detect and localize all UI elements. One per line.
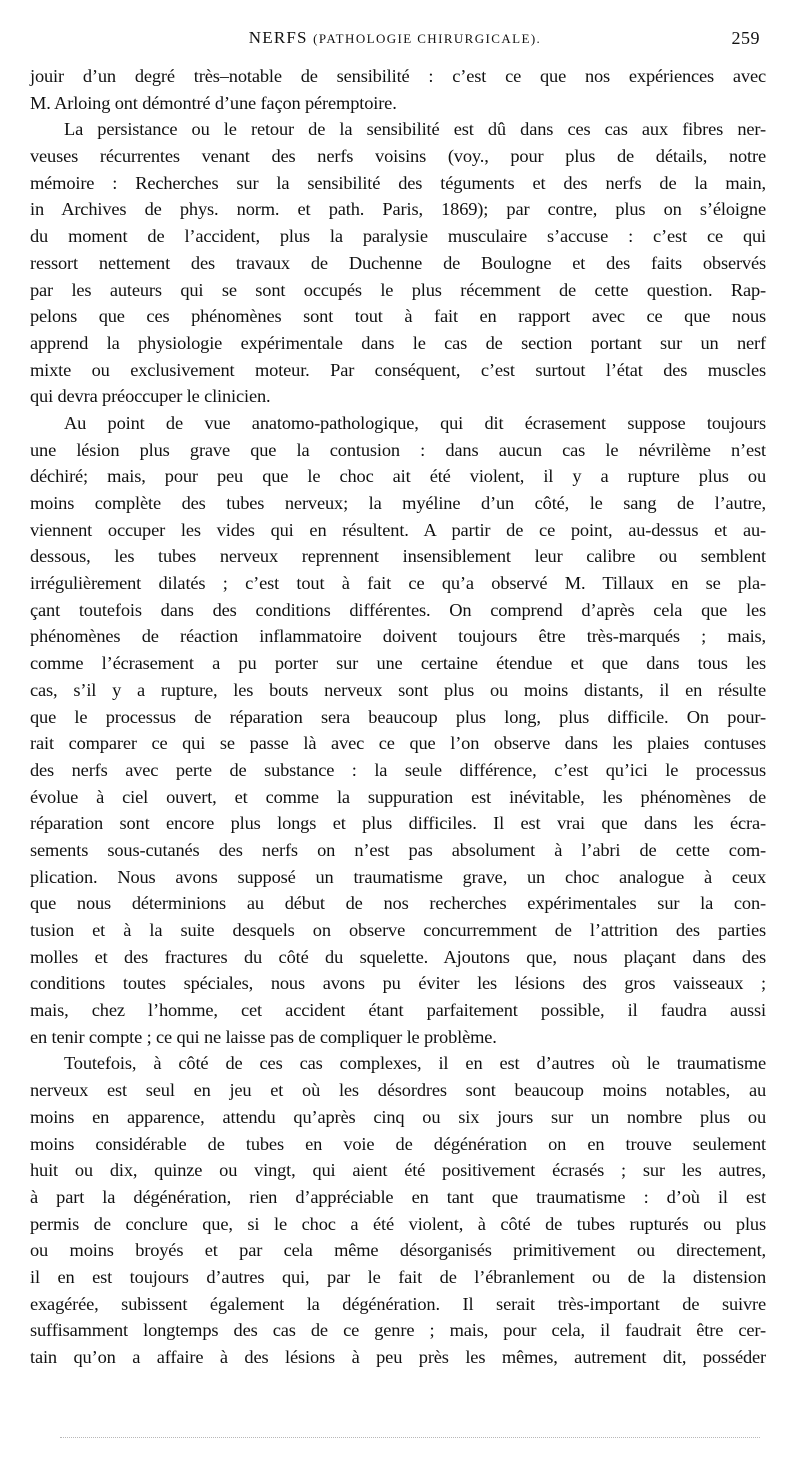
text-line: exagérée, subissent également la dégénération. Il serait très-important de suivre	[30, 1293, 766, 1314]
text-line: Au point de vue anatomo-pathologique, qui dit écrasement suppose toujours	[64, 412, 766, 433]
text-line: tain qu’on a affaire à des lésions à peu près les mêmes, autrement dit, posséder	[30, 1347, 766, 1367]
text-line: permis de conclure que, si le choc a été violent, à côté de tubes rupturés ou plus	[30, 1213, 766, 1234]
text-line: çant toutefois dans des conditions différentes. On comprend d’après cela que les	[30, 599, 766, 620]
text-line: in Archives de phys. norm. et path. Paris, 1869); par contre, plus on s’éloigne	[30, 199, 766, 220]
text-line: nerveux est seul en jeu et où les désordres sont beaucoup moins notables, au	[30, 1080, 766, 1101]
text-line: évolue à ciel ouvert, et comme la suppuration est inévitable, les phénomènes de	[30, 786, 766, 807]
text-line: veuses récurrentes venant des nerfs voisins (voy., pour plus de détails, notre	[30, 146, 766, 167]
page-header	[30, 28, 760, 52]
text-line: mémoire : Recherches sur la sensibilité des téguments et des nerfs de la main,	[30, 172, 766, 193]
text-line: il en est toujours d’autres qui, par le fait de l’ébranlement ou de la distension	[30, 1266, 766, 1287]
text-line: tusion et à la suite desquels on observe concurremment de l’attrition des parties	[30, 920, 766, 940]
text-line: dessous, les tubes nerveux reprennent insensiblement leur calibre ou semblent	[30, 546, 766, 567]
text-line: une lésion plus grave que la contusion : dans aucun cas le névrilème n’est	[30, 439, 766, 460]
text-line: moins en apparence, attendu qu’après cinq ou six jours sur un nombre plus ou	[30, 1106, 766, 1127]
text-line: moins complète des tubes nerveux; la myéline d’un côté, le sang de l’autre,	[30, 493, 766, 513]
page-number: 259	[731, 28, 760, 48]
running-head-subtitle: (PATHOLOGIE CHIRURGICALE).	[313, 31, 542, 46]
text-line: que le processus de réparation sera beaucoup plus long, plus difficile. On pour-	[30, 706, 766, 727]
text-line: phénomènes de réaction inflammatoire doivent toujours être très-marqués ; mais,	[30, 626, 766, 647]
text-line: viennent occuper les vides qui en résultent. A partir de ce point, au-dessus et au-	[30, 519, 766, 540]
text-line: par les auteurs qui se sont occupés le plus récemment de cette question. Rap-	[30, 279, 766, 300]
text-line: apprend la physiologie expérimentale dans le cas de section portant sur un nerf	[30, 332, 766, 353]
text-line: mais, chez l’homme, cet accident étant parfaitement possible, il faudra aussi	[30, 1000, 766, 1021]
text-line: M. Arloing ont démontré d’une façon péremptoire.	[30, 92, 397, 113]
text-line: qui devra préoccuper le clinicien.	[30, 386, 271, 407]
text-line: ou moins broyés et par cela même désorganisés primitivement ou directement,	[30, 1240, 766, 1261]
text-line: pelons que ces phénomènes sont tout à fait en rapport avec ce que nous	[30, 306, 766, 327]
text-line: irrégulièrement dilatés ; c’est tout à fait ce qu’a observé M. Tillaux en se pla-	[30, 573, 766, 594]
text-line: conditions toutes spéciales, nous avons pu éviter les lésions des gros vaisseaux ;	[30, 973, 766, 994]
text-line: La persistance ou le retour de la sensibilité est dû dans ces cas aux fibres ner-	[64, 119, 766, 140]
text-line: jouir d’un degré très–notable de sensibilité : c’est ce que nos expériences avec	[30, 66, 766, 86]
text-line: à part la dégénération, rien d’appréciable en tant que traumatisme : d’où il est	[30, 1186, 766, 1207]
text-line: moins considérable de tubes en voie de dégénération on en trouve seulement	[30, 1133, 766, 1154]
text-line: huit ou dix, quinze ou vingt, qui aient été positivement écrasés ; sur les autres,	[30, 1160, 766, 1181]
bleed-through-dots	[60, 1437, 760, 1442]
text-line: comme l’écrasement a pu porter sur une certaine étendue et que dans tous les	[30, 653, 766, 674]
text-line: réparation sont encore plus longs et plus difficiles. Il est vrai que dans les écra-	[30, 813, 766, 834]
text-line: rait comparer ce qui se passe là avec ce que l’on observe dans les plaies contuses	[30, 733, 766, 754]
text-line: du moment de l’accident, plus la paralysie musculaire s’accuse : c’est ce qui	[30, 226, 766, 247]
running-head-title: NERFS	[248, 28, 308, 47]
text-line: Toutefois, à côté de ces cas complexes, il en est d’autres où le traumatisme	[64, 1053, 766, 1074]
text-line: plication. Nous avons supposé un traumatisme grave, un choc analogue à ceux	[30, 866, 766, 887]
text-line: molles et des fractures du côté du squelette. Ajoutons que, nous plaçant dans des	[30, 946, 766, 967]
text-line: des nerfs avec perte de substance : la seule différence, c’est qu’ici le processus	[30, 759, 766, 780]
body-text	[30, 63, 766, 1371]
text-line: ressort nettement des travaux de Duchenne de Boulogne et des faits observés	[30, 252, 766, 273]
text-line: que nous déterminions au début de nos recherches expérimentales sur la con-	[30, 893, 766, 914]
text-line: mixte ou exclusivement moteur. Par conséquent, c’est surtout l’état des muscles	[30, 359, 766, 380]
text-line: déchiré; mais, pour peu que le choc ait été violent, il y a rupture plus ou	[30, 466, 766, 487]
text-line: en tenir compte ; ce qui ne laisse pas de compliquer le problème.	[30, 1026, 497, 1047]
running-head	[30, 28, 760, 48]
text-line: sements sous-cutanés des nerfs on n’est pas absolument à l’abri de cette com-	[30, 839, 766, 860]
text-line: suffisamment longtemps des cas de ce genre ; mais, pour cela, il faudrait être cer-	[30, 1320, 766, 1341]
text-line: cas, s’il y a rupture, les bouts nerveux sont plus ou moins distants, il en résulte	[30, 679, 766, 700]
